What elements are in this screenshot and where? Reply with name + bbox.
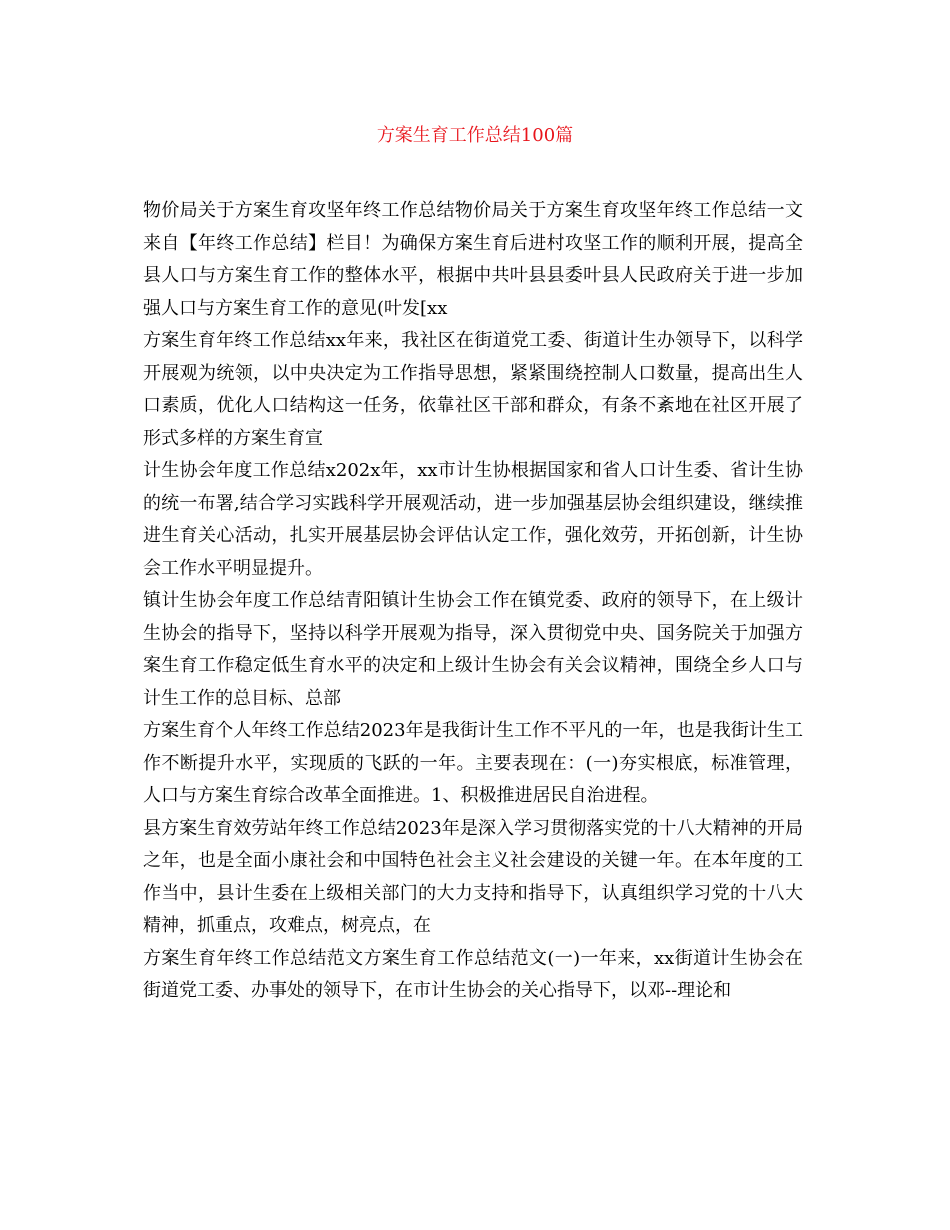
paragraph: 方案生育个人年终工作总结2023年是我街计生工作不平凡的一年，也是我街计生工作不断提升水平，实现质的飞跃的一年。主要表现在：(一)夯实根底，标准管理，人口与方案生育综合改革全面推进。1、积极推进居民自治进程。 [143,720,803,806]
document-body [143,195,803,1008]
paragraph: 物价局关于方案生育攻坚年终工作总结物价局关于方案生育攻坚年终工作总结一文来自【年终工作总结】栏目！为确保方案生育后进村攻坚工作的顺利开展，提高全县人口与方案生育工作的整体水平，根据中共叶县县委叶县人民政府关于进一步加强人口与方案生育工作的意见(叶发[xx [143,200,803,319]
paragraph: 镇计生协会年度工作总结青阳镇计生协会工作在镇党委、政府的领导下，在上级计生协会的指导下，坚持以科学开展观为指导，深入贯彻党中央、国务院关于加强方案生育工作稳定低生育水平的决定和上级计生协会有关会议精神，围绕全乡人口与计生工作的总目标、总部 [143,590,803,709]
paragraph: 方案生育年终工作总结xx年来，我社区在街道党工委、街道计生办领导下，以科学开展观为统领，以中央决定为工作指导思想，紧紧围绕控制人口数量，提高出生人口素质，优化人口结构这一任务，依靠社区干部和群众，有条不紊地在社区开展了形式多样的方案生育宣 [143,330,803,449]
paragraph: 方案生育年终工作总结范文方案生育工作总结范文(一)一年来，xx街道计生协会在街道党工委、办事处的领导下，在市计生协会的关心指导下，以邓--理论和 [143,947,803,1001]
paragraph: 计生协会年度工作总结x202x年，xx市计生协根据国家和省人口计生委、省计生协的统一布署,结合学习实践科学开展观活动，进一步加强基层协会组织建设，继续推进生育关心活动，扎实开展基层协会评估认定工作，强化效劳，开拓创新，计生协会工作水平明显提升。 [143,460,803,579]
document-title: 方案生育工作总结100篇 [376,125,574,146]
paragraph: 县方案生育效劳站年终工作总结2023年是深入学习贯彻落实党的十八大精神的开局之年，也是全面小康社会和中国特色社会主义社会建设的关键一年。在本年度的工作当中，县计生委在上级相关部门的大力支持和指导下，认真组织学习党的十八大精神，抓重点，攻难点，树亮点，在 [143,817,803,936]
